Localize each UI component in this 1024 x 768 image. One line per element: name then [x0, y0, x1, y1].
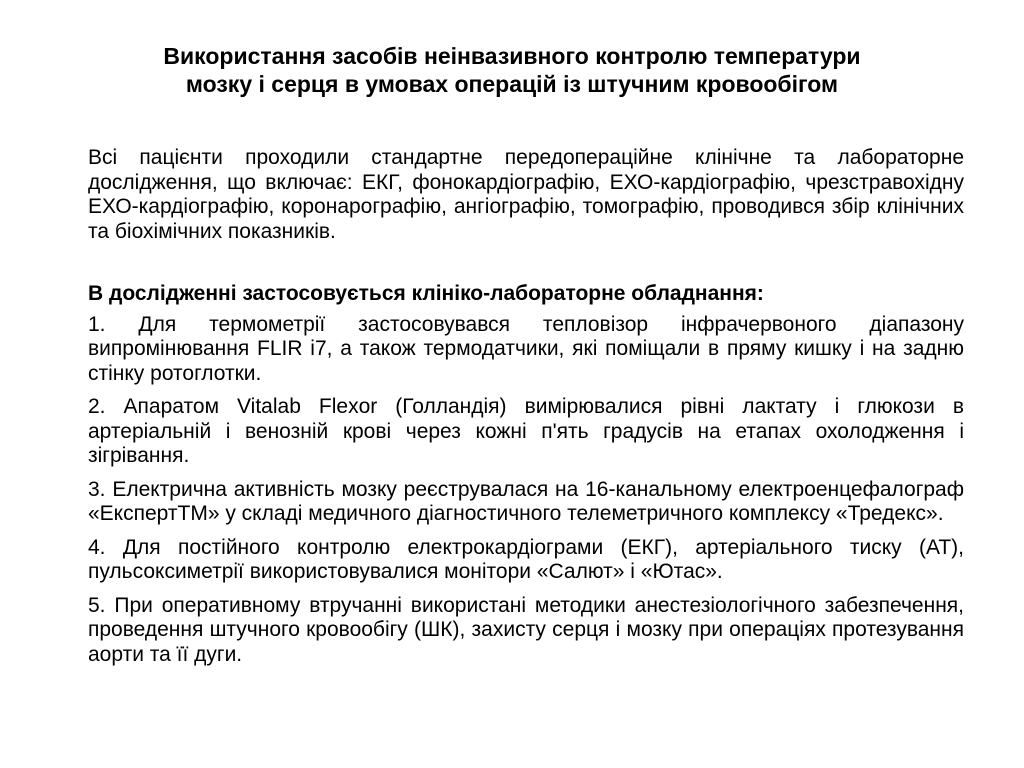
- slide-body: [88, 146, 964, 676]
- equipment-item-5: 5. При оперативному втручанні використані методики анестезіологічного забезпечення, проведення штучного кровообігу (ШК), захисту серця і мозку при операціях протезування аорти та її дуги.: [88, 593, 964, 666]
- equipment-item-1: 1. Для термометрії застосовувався тепловізор інфрачервоного діапазону випромінювання FLIR i7, а також термодатчики, які поміщали в пряму кишку і на задню стінку ротоглотки.: [88, 312, 964, 385]
- equipment-item-2: 2. Апаратом Vitalab Flexor (Голландія) вимірювалися рівні лактату і глюкози в артеріальній і венозній крові через кожні п'ять градусів на етапах охолодження і зігрівання.: [88, 395, 964, 467]
- equipment-item-4: 4. Для постійного контролю електрокардіограми (ЕКГ), артеріального тиску (АТ), пульсоксиметрії використовувалися монітори «Салют» і «Ютас».: [88, 535, 964, 583]
- equipment-heading: В дослідженні застосовується клініко-лабораторне обладнання:: [88, 282, 764, 305]
- equipment-item-3: 3. Електрична активність мозку реєструвалася на 16-канальному електроенцефалограф «ЕкспертТМ» у складі медичного діагностичного телеметричного комплексу «Тредекс».: [88, 477, 964, 525]
- title-line-2: мозку і серця в умовах операцій із штучним кровообігом: [185, 71, 839, 97]
- title-line-1: Використання засобів неінвазивного контролю температури: [163, 43, 861, 69]
- slide-title: [60, 42, 964, 98]
- intro-paragraph: Всі пацієнти проходили стандартне передопераційне клінічне та лабораторне дослідження, що включає: ЕКГ, фонокардіографію, ЕХО-кардіографію, чрезстравохідну ЕХО-кардіографію, коронарографію, ангіографію, томографію, проводився збір клінічних та біохімічних показників.: [88, 146, 964, 243]
